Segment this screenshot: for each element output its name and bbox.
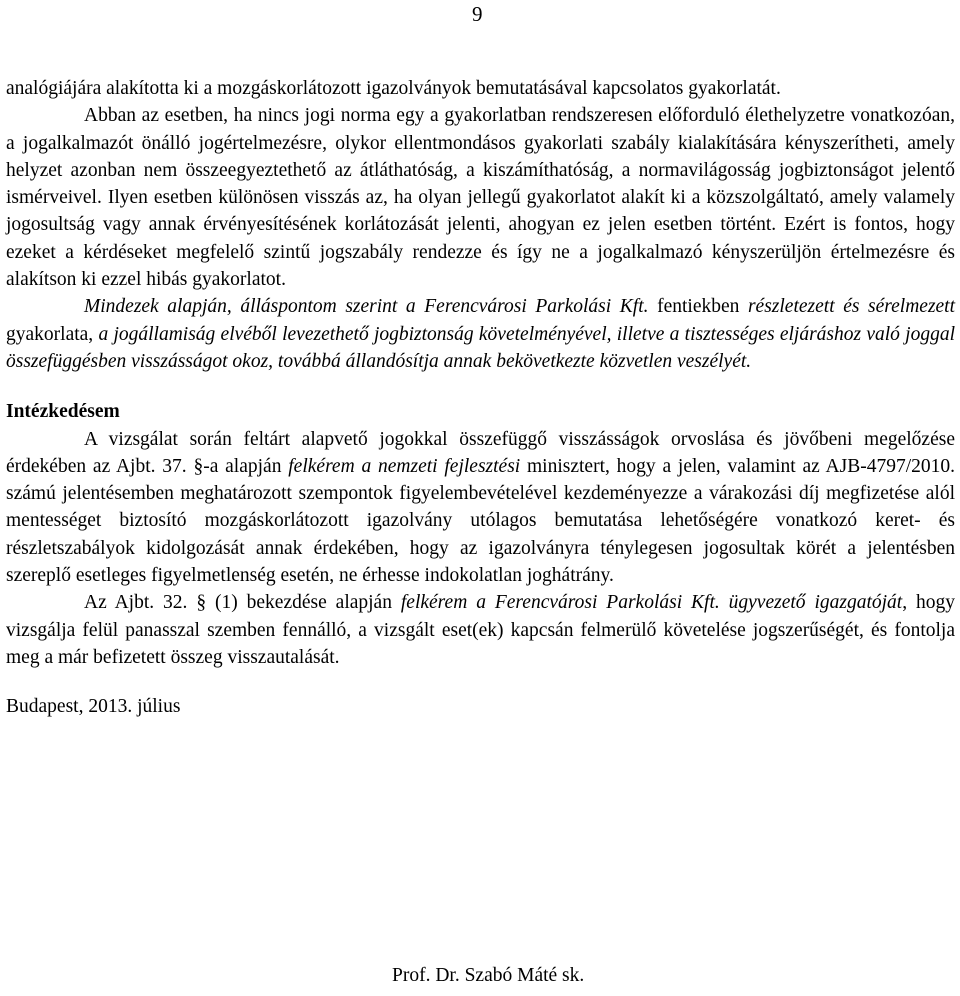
company-plain-1: Az Ajbt. 32. § (1) bekezdése alapján bbox=[84, 592, 401, 614]
paragraph-analogy: analógiájára alakította ki a mozgáskorlátozott igazolványok bemutatásával kapcsolatos gyakorlatát. bbox=[6, 78, 781, 99]
company-italic-1: felkérem a Ferencvárosi Parkolási Kft. ügyvezető igazgatóját bbox=[400, 592, 903, 614]
paragraph-measure-company bbox=[6, 589, 955, 671]
measure-plain-2: minisztert, hogy a jelen, valamint az AJB-4797/2010. számú jelentésemben meghatározott szempontok figyelembevételével kezdeményezze a várakozási díj megfizetése alól mentességet biztosító mozgáskorlátozott igazolvány utólagos bemutatása lehetőségére vonatkozó keret- és részletszabályok kidolgozását annak érdekében, hogy az igazolványra ténylegesen jogosultak körét a jelentésben szereplő esetleges figyelmetlenség esetén, ne érhesse indokolatlan joghátrány. bbox=[6, 455, 955, 587]
paragraph-conclusion bbox=[6, 293, 955, 375]
conclusion-italic-3: a jogállamiság elvéből levezethető jogbiztonság követelményével, illetve a tisztességes eljáráshoz való joggal összefüggésben visszásságot okoz, továbbá állandósítja annak bekövetkezte közvetlen veszélyét. bbox=[6, 323, 956, 372]
spacer bbox=[6, 671, 955, 693]
signature: Prof. Dr. Szabó Máté sk. bbox=[392, 965, 585, 986]
conclusion-italic-2: részletezett és sérelmezett bbox=[747, 296, 956, 318]
place-date: Budapest, 2013. július bbox=[6, 696, 181, 718]
paragraph-legal-norm: Abban az esetben, ha nincs jogi norma egy a gyakorlatban rendszeresen előforduló élethelyzetre vonatkozóan, a jogalkalmazót önálló jogértelmezésre, olykor ellentmondásos gyakorlati szabály kialakítására kényszerítheti, amely helyzet azonban nem összeegyeztethető az átláthatóság, a kiszámíthatóság, a normavilágosság jogbiztonságot jelentő ismérveivel. Ilyen esetben különösen visszás az, ha olyan jellegű gyakorlatot alakít ki a közszolgáltató, amely valamely jogosultság vagy annak érvényesítésének korlátozását jelenti, ahogyan ez jelen esetben történt. Ezért is fontos, hogy ezeket a kérdéseket megfelelő szintű jogszabály rendezze és így ne a jogalkalmazó kényszerüljön értelmezésre és alakítson ki ezzel hibás gyakorlatot. bbox=[6, 105, 955, 291]
section-heading: Intézkedésem bbox=[6, 401, 120, 423]
paragraph-measure-ministry bbox=[6, 426, 955, 590]
conclusion-italic-1: Mindezek alapján, álláspontom szerint a Ferencvárosi Parkolási Kft. bbox=[84, 296, 649, 318]
document-body bbox=[6, 75, 955, 721]
company-plain-2: , hogy vizsgálja felül panasszal szemben fennálló, a vizsgált eset(ek) kapcsán felmerülő követelése jogszerűségét, és fontolja meg a már befizetett összeg visszautalását. bbox=[6, 592, 956, 668]
conclusion-plain-2: gyakorlata, bbox=[6, 323, 99, 345]
measure-italic-1: felkérem a nemzeti fejlesztési bbox=[288, 455, 521, 477]
conclusion-plain-1: fentiekben bbox=[648, 296, 748, 318]
page-number: 9 bbox=[472, 2, 483, 26]
measure-plain-1: A vizsgálat során feltárt alapvető jogokkal összefüggő visszásságok orvoslása és jövőbeni megelőzése érdekében az Ajbt. 37. §-a alapján bbox=[6, 428, 955, 477]
